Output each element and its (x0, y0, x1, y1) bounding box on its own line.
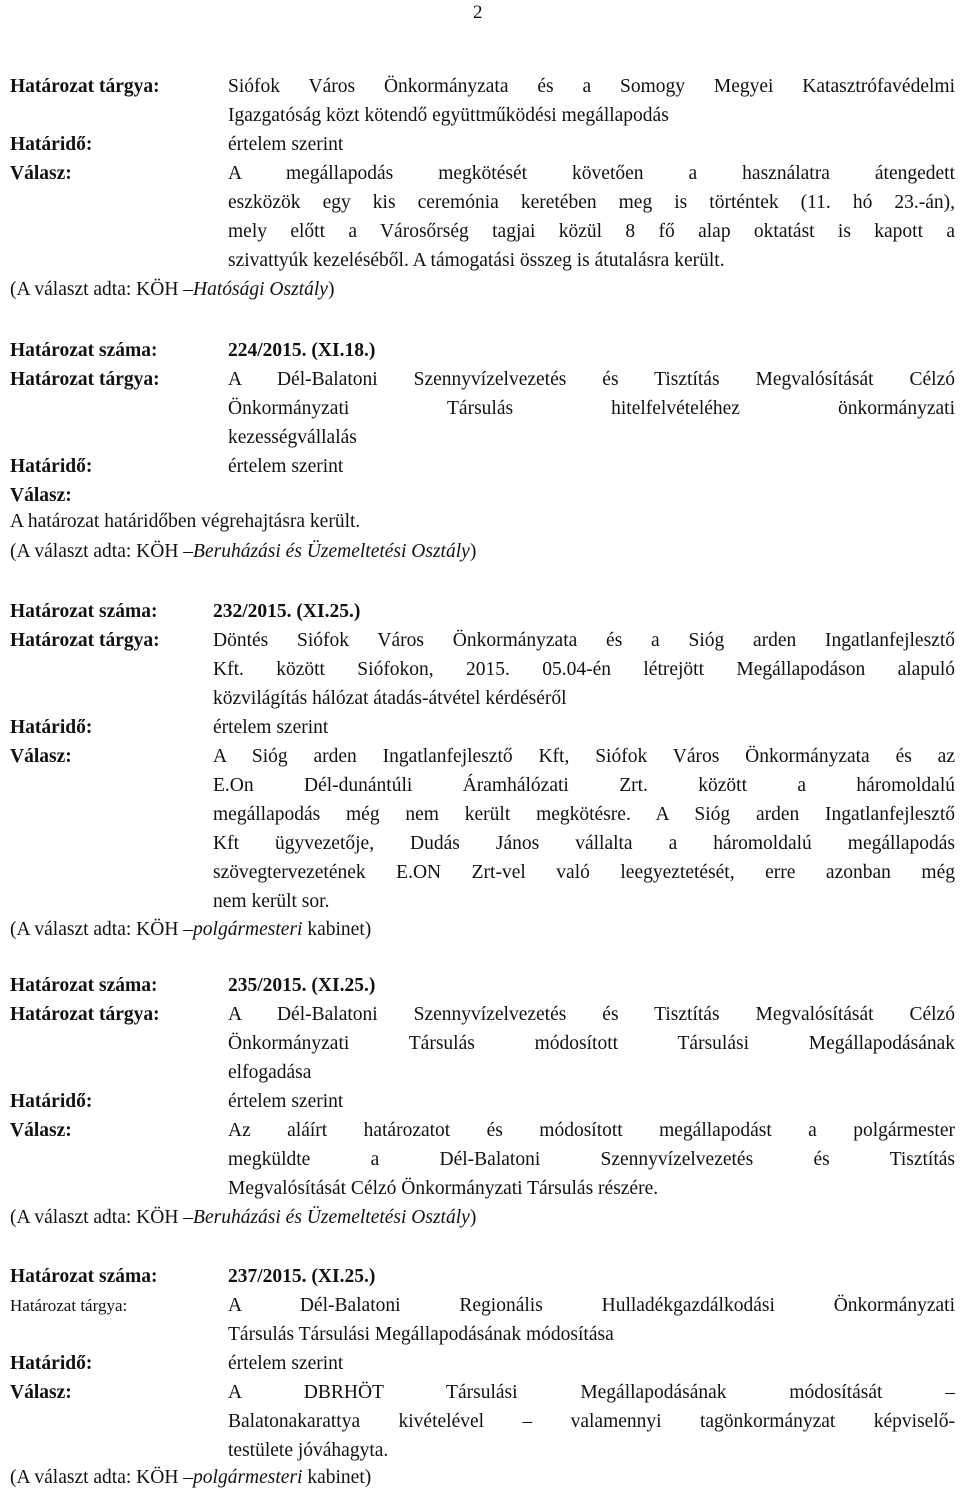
source-prefix: (A választ adta: KÖH (10, 541, 184, 562)
answer-line: A Sióg arden Ingatlanfejlesztő Kft, Siófok Város Önkormányzata és az (213, 746, 955, 767)
subject-label: Határozat tárgya: (10, 630, 160, 651)
answer-line: Megvalósítását Célzó Önkormányzati Társulás részére. (228, 1178, 659, 1199)
answer-source (10, 918, 371, 942)
answer-line: szövegtervezetének E.ON Zrt-vel való leegyeztetését, erre azonban még (213, 862, 955, 883)
deadline-value: értelem szerint (228, 1091, 344, 1112)
subject-label: Határozat tárgya: (10, 1004, 160, 1025)
subject-label: Határozat tárgya: (10, 76, 160, 97)
resolution-number: 237/2015. (XI.25.) (228, 1266, 376, 1287)
subject-line: Kft. között Siófokon, 2015. 05.04-én létrejött Megállapodáson alapuló (213, 659, 955, 680)
page-number: 2 (473, 2, 483, 23)
source-suffix: ) (469, 541, 477, 562)
answer-line: megállapodás még nem került megkötésre. A Sióg arden Ingatlanfejlesztő (213, 804, 955, 825)
answer-line: A határozat határidőben végrehajtásra került. (10, 511, 361, 532)
source-unit: –Hatósági Osztály (183, 279, 328, 300)
subject-line: Önkormányzati Társulás módosított Társulási Megállapodásának (228, 1033, 955, 1054)
subject-line: közvilágítás hálózat átadás-átvétel kérdéséről (213, 688, 567, 709)
number-label: Határozat száma: (10, 1266, 158, 1287)
answer-label: Válasz: (10, 746, 72, 767)
source-prefix: (A választ adta: KÖH (10, 919, 184, 940)
subject-line: elfogadása (228, 1062, 312, 1083)
source-prefix: (A választ adta: KÖH (10, 1207, 184, 1228)
answer-line: mely előtt a Városőrség tagjai közül 8 fő alap oktatást is kapott a (228, 221, 955, 242)
answer-label: Válasz: (10, 1120, 72, 1141)
answer-line: megküldte a Dél-Balatoni Szennyvízelvezetés és Tisztítás (228, 1149, 955, 1170)
source-suffix: kabinet) (302, 919, 372, 940)
subject-line: A Dél-Balatoni Szennyvízelvezetés és Tisztítás Megvalósítását Célzó (228, 1004, 955, 1025)
answer-line: A DBRHÖT Társulási Megállapodásának módosítását – (228, 1382, 955, 1403)
deadline-label: Határidő: (10, 717, 93, 738)
subject-line: Igazgatóság közt kötendő együttműködési megállapodás (228, 105, 669, 126)
deadline-label: Határidő: (10, 134, 93, 155)
deadline-label: Határidő: (10, 456, 93, 477)
answer-line: nem került sor. (213, 891, 330, 912)
subject-line: Döntés Siófok Város Önkormányzata és a Sióg arden Ingatlanfejlesztő (213, 630, 955, 651)
answer-source (10, 1466, 371, 1490)
subject-line: Társulás Társulási Megállapodásának módosítása (228, 1324, 614, 1345)
subject-line: Siófok Város Önkormányzata és a Somogy Megyei Katasztrófavédelmi (228, 76, 955, 97)
answer-source (10, 1206, 476, 1230)
source-unit: –polgármesteri (183, 919, 303, 940)
number-label: Határozat száma: (10, 340, 158, 361)
answer-label: Válasz: (10, 163, 72, 184)
deadline-value: értelem szerint (228, 134, 344, 155)
deadline-value: értelem szerint (228, 456, 344, 477)
number-label: Határozat száma: (10, 601, 158, 622)
source-unit: –Beruházási és Üzemeltetési Osztály (183, 1207, 470, 1228)
answer-line: Balatonakarattya kivételével – valamennyi tagönkormányzat képviselő- (228, 1411, 955, 1432)
deadline-label: Határidő: (10, 1353, 93, 1374)
answer-label: Válasz: (10, 1382, 72, 1403)
number-label: Határozat száma: (10, 975, 158, 996)
source-unit: –Beruházási és Üzemeltetési Osztály (183, 541, 470, 562)
subject-label: Határozat tárgya: (10, 1296, 128, 1315)
answer-line: A megállapodás megkötését követően a használatra átengedett (228, 163, 955, 184)
source-suffix: kabinet) (302, 1467, 372, 1488)
resolution-number: 224/2015. (XI.18.) (228, 340, 376, 361)
answer-line: Az aláírt határozatot és módosított megállapodást a polgármester (228, 1120, 955, 1141)
subject-line: Önkormányzati Társulás hitelfelvételéhez önkormányzati (228, 398, 955, 419)
answer-line: E.On Dél-dunántúli Áramhálózati Zrt. között a háromoldalú (213, 775, 955, 796)
source-prefix: (A választ adta: KÖH (10, 279, 184, 300)
source-suffix: ) (469, 1207, 477, 1228)
source-unit: –polgármesteri (183, 1467, 303, 1488)
source-suffix: ) (327, 279, 335, 300)
deadline-value: értelem szerint (213, 717, 329, 738)
source-prefix: (A választ adta: KÖH (10, 1467, 184, 1488)
subject-line: A Dél-Balatoni Szennyvízelvezetés és Tisztítás Megvalósítását Célzó (228, 369, 955, 390)
answer-line: Kft ügyvezetője, Dudás János vállalta a háromoldalú megállapodás (213, 833, 955, 854)
deadline-label: Határidő: (10, 1091, 93, 1112)
answer-source (10, 278, 334, 302)
subject-label: Határozat tárgya: (10, 369, 160, 390)
subject-line: A Dél-Balatoni Regionális Hulladékgazdálkodási Önkormányzati (228, 1295, 955, 1316)
resolution-number: 232/2015. (XI.25.) (213, 601, 361, 622)
answer-label: Válasz: (10, 485, 72, 506)
deadline-value: értelem szerint (228, 1353, 344, 1374)
resolution-number: 235/2015. (XI.25.) (228, 975, 376, 996)
answer-line: szivattyúk kezeléséből. A támogatási összeg is átutalásra került. (228, 250, 725, 271)
answer-line: testülete jóváhagyta. (228, 1440, 389, 1461)
answer-line: eszközök egy kis ceremónia keretében meg is történtek (11. hó 23.-án), (228, 192, 955, 213)
subject-line: kezességvállalás (228, 427, 357, 448)
answer-source (10, 540, 476, 564)
